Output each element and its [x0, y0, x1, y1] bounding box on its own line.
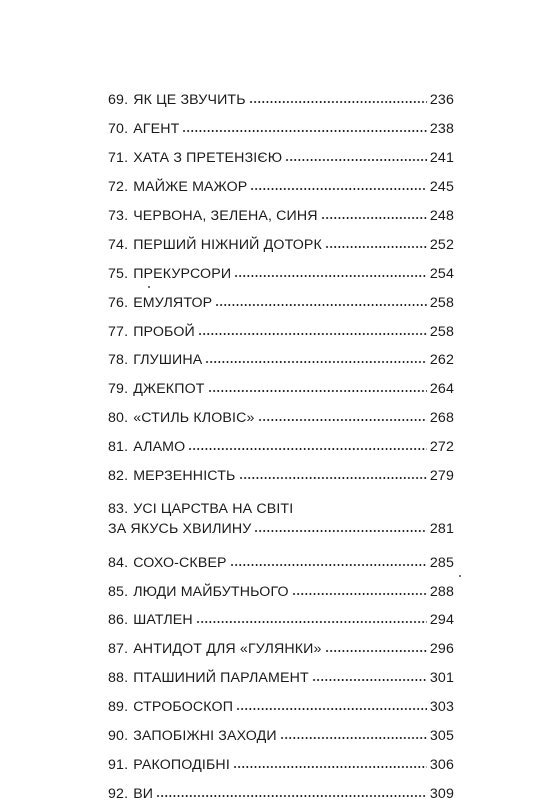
chapter-title: МЕРЗЕННІСТЬ — [133, 468, 236, 485]
chapter-number: 89. — [108, 699, 129, 716]
chapter-number: 90. — [108, 728, 129, 745]
page-number: 268 — [429, 410, 454, 427]
chapter-title: ЯК ЦЕ ЗВУЧИТЬ — [133, 92, 246, 109]
chapter-title: СОХО-СКВЕР — [133, 554, 227, 571]
dot-leader — [292, 587, 427, 601]
dot-leader — [250, 182, 426, 196]
toc-entry — [108, 433, 454, 462]
chapter-number: 79. — [108, 381, 129, 398]
page-number: 254 — [429, 265, 454, 282]
chapter-title: ПЕРШИЙ НІЖНИЙ ДОТОРК — [133, 236, 322, 253]
dot-leader — [182, 124, 426, 138]
dot-leader — [312, 673, 427, 687]
dot-leader — [196, 615, 427, 629]
dot-leader — [258, 413, 427, 427]
dot-leader — [321, 211, 427, 225]
dot-leader — [325, 240, 427, 254]
dot-leader — [285, 153, 427, 167]
chapter-title: ГЛУШИНА — [133, 352, 203, 369]
chapter-title: ХАТА З ПРЕТЕНЗІЄЮ — [133, 150, 283, 167]
chapter-title: МАЙЖЕ МАЖОР — [133, 179, 248, 196]
chapter-title: ЗАПОБІЖНІ ЗАХОДИ — [133, 728, 277, 745]
chapter-title: АГЕНТ — [133, 121, 180, 138]
toc-entry — [108, 462, 454, 491]
chapter-number: 75. — [108, 265, 129, 282]
chapter-number: 72. — [108, 179, 129, 196]
toc-entry — [108, 173, 454, 202]
page-number: 258 — [429, 294, 454, 311]
chapter-number: 86. — [108, 612, 129, 629]
chapter-title-continued: ЗА ЯКУСЬ ХВИЛИНУ — [108, 521, 252, 538]
dot-leader — [205, 355, 427, 369]
page-number: 262 — [429, 352, 454, 369]
chapter-number: 74. — [108, 236, 129, 253]
chapter-number: 88. — [108, 670, 129, 687]
page-number: 306 — [429, 756, 454, 773]
page-number: 285 — [429, 554, 454, 571]
toc-entry — [108, 115, 454, 144]
chapter-title: ПТАШИНИЙ ПАРЛАМЕНТ — [133, 670, 309, 687]
table-of-contents — [108, 86, 454, 808]
toc-entry — [108, 317, 454, 346]
chapter-title: УСІ ЦАРСТВА НА СВІТІ — [133, 501, 294, 518]
toc-entry — [108, 86, 454, 115]
dot-leader — [325, 644, 427, 658]
toc-entry — [108, 751, 454, 780]
chapter-number: 85. — [108, 583, 129, 600]
page-number: 288 — [429, 583, 454, 600]
toc-entry — [108, 693, 454, 722]
toc-entry — [108, 375, 454, 404]
chapter-number: 70. — [108, 121, 129, 138]
page-number: 264 — [429, 381, 454, 398]
page-number: 241 — [429, 150, 454, 167]
toc-entry — [108, 548, 454, 577]
chapter-title: ВИ — [133, 785, 154, 802]
dot-leader — [249, 95, 427, 109]
chapter-number: 83. — [108, 501, 129, 518]
dot-leader — [233, 760, 427, 774]
toc-entry — [108, 606, 454, 635]
chapter-number: 76. — [108, 294, 129, 311]
dot-leader — [280, 731, 427, 745]
chapter-number: 87. — [108, 641, 129, 658]
chapter-title: АЛАМО — [133, 439, 186, 456]
chapter-number: 69. — [108, 92, 129, 109]
page-number: 305 — [429, 728, 454, 745]
page-number: 296 — [429, 641, 454, 658]
toc-entry — [108, 779, 454, 808]
print-speck — [459, 575, 461, 577]
toc-entry — [108, 490, 454, 548]
chapter-title: ПРЕКУРСОРИ — [133, 265, 232, 282]
chapter-number: 91. — [108, 756, 129, 773]
chapter-title: СТРОБОСКОП — [133, 699, 234, 716]
chapter-title: РАКОПОДІБНІ — [133, 756, 230, 773]
page-number: 245 — [429, 179, 454, 196]
chapter-title: «СТИЛЬ КЛОВІС» — [133, 410, 255, 427]
chapter-number: 92. — [108, 785, 129, 802]
dot-leader — [188, 442, 427, 456]
chapter-title: ЛЮДИ МАЙБУТНЬОГО — [133, 583, 289, 600]
chapter-title: ПРОБОЙ — [133, 323, 195, 340]
chapter-number: 78. — [108, 352, 129, 369]
page-number: 279 — [429, 468, 454, 485]
dot-leader — [236, 702, 427, 716]
page-number: 248 — [429, 208, 454, 224]
chapter-title: АНТИДОТ ДЛЯ «ГУЛЯНКИ» — [133, 641, 322, 658]
toc-entry — [108, 230, 454, 259]
chapter-number: 73. — [108, 208, 129, 224]
page-number: 238 — [429, 121, 454, 138]
toc-entry — [108, 404, 454, 433]
page-number: 294 — [429, 612, 454, 629]
print-speck — [148, 286, 150, 288]
toc-entry-line-1 — [108, 499, 454, 519]
toc-entry — [108, 144, 454, 173]
toc-entry — [108, 202, 454, 231]
toc-entry — [108, 577, 454, 606]
dot-leader — [198, 326, 427, 340]
chapter-number: 84. — [108, 554, 129, 571]
page-number: 301 — [429, 670, 454, 687]
dot-leader — [208, 384, 427, 398]
toc-entry-line-2 — [108, 519, 454, 539]
chapter-title: ДЖЕКПОТ — [133, 381, 205, 398]
toc-entry — [108, 664, 454, 693]
dot-leader — [239, 471, 427, 485]
dot-leader — [156, 789, 427, 803]
page-number: 309 — [429, 785, 454, 802]
page-number: 252 — [429, 236, 454, 253]
toc-entry — [108, 635, 454, 664]
page-number: 258 — [429, 323, 454, 340]
chapter-title: ЧЕРВОНА, ЗЕЛЕНА, СИНЯ — [133, 208, 318, 224]
page-number: 281 — [429, 521, 454, 538]
chapter-title: ШАТЛЕН — [133, 612, 193, 629]
page-number: 272 — [429, 439, 454, 456]
page-number: 236 — [429, 92, 454, 109]
dot-leader — [230, 558, 427, 572]
toc-entry — [108, 259, 454, 288]
dot-leader — [234, 269, 427, 283]
chapter-number: 71. — [108, 150, 129, 167]
chapter-number: 81. — [108, 439, 129, 456]
dot-leader — [215, 298, 427, 312]
toc-entry — [108, 722, 454, 751]
chapter-title: ЕМУЛЯТОР — [133, 294, 213, 311]
toc-entry — [108, 346, 454, 375]
chapter-number: 80. — [108, 410, 129, 427]
toc-entry — [108, 288, 454, 317]
chapter-number: 77. — [108, 323, 129, 340]
page-number: 303 — [429, 699, 454, 716]
dot-leader — [254, 524, 426, 538]
chapter-number: 82. — [108, 468, 129, 485]
